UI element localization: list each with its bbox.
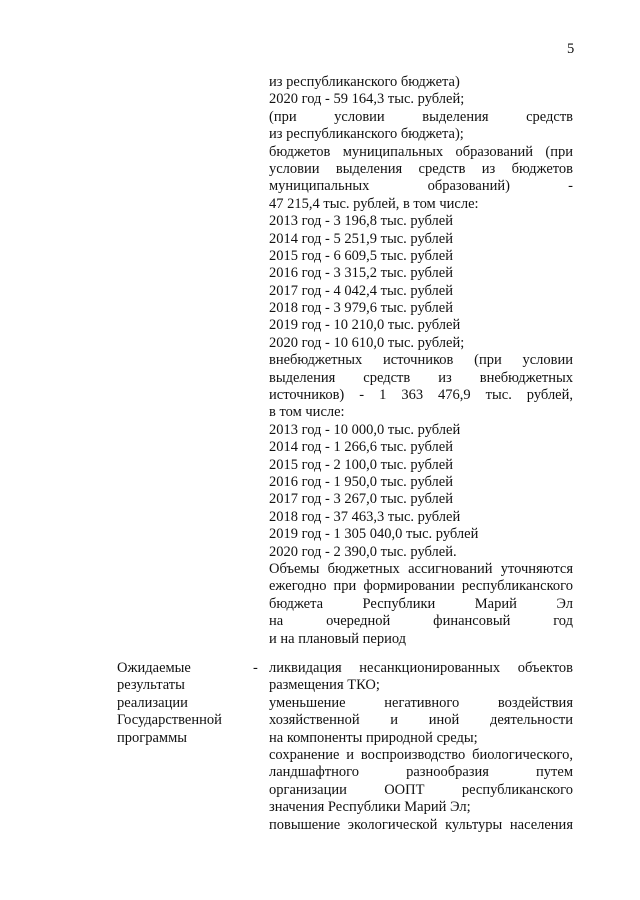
financing-text-block <box>269 74 573 648</box>
financing-line: 2018 год - 37 463,3 тыс. рублей <box>269 508 461 525</box>
financing-line: 2013 год - 3 196,8 тыс. рублей <box>269 213 453 230</box>
section-label-line: реализации <box>117 694 188 711</box>
financing-line: ежегодно при формировании республиканского <box>269 578 573 595</box>
financing-line: внебюджетных источников (при условии <box>269 352 573 369</box>
financing-line: бюджетов муниципальных образований (при <box>269 143 573 160</box>
financing-line: 2015 год - 6 609,5 тыс. рублей <box>269 247 453 264</box>
result-line: повышение экологической культуры населения <box>269 816 573 833</box>
financing-line: бюджета Республики Марий Эл <box>269 595 573 612</box>
result-line: значения Республики Марий Эл; <box>269 799 471 816</box>
financing-line: из республиканского бюджета) <box>269 74 460 90</box>
financing-line: и на плановый период <box>269 630 407 647</box>
financing-line: 2020 год - 59 164,3 тыс. рублей; <box>269 91 465 108</box>
result-line: на компоненты природной среды; <box>269 729 478 746</box>
section-label-line: Государственной <box>117 712 222 729</box>
financing-line: 2016 год - 3 315,2 тыс. рублей <box>269 265 453 282</box>
section-label-line: результаты <box>117 677 185 694</box>
financing-line: 2020 год - 2 390,0 тыс. рублей. <box>269 543 457 560</box>
financing-line: источников) - 1 363 476,9 тыс. рублей, <box>269 387 573 404</box>
result-line: организации ООПТ республиканского <box>269 781 573 798</box>
page-number: 5 <box>567 41 575 57</box>
financing-line: 2019 год - 10 210,0 тыс. рублей <box>269 317 461 334</box>
result-line: размещения ТКО; <box>269 677 380 694</box>
financing-line: 2017 год - 3 267,0 тыс. рублей <box>269 491 453 508</box>
financing-line: 2016 год - 1 950,0 тыс. рублей <box>269 473 453 490</box>
financing-line: 2020 год - 10 610,0 тыс. рублей; <box>269 334 465 351</box>
financing-line: 47 215,4 тыс. рублей, в том числе: <box>269 195 479 212</box>
financing-line: условии выделения средств из бюджетов <box>269 160 573 177</box>
financing-line: 2014 год - 1 266,6 тыс. рублей <box>269 439 453 456</box>
financing-line: 2014 год - 5 251,9 тыс. рублей <box>269 230 453 247</box>
financing-line: 2013 год - 10 000,0 тыс. рублей <box>269 421 461 438</box>
result-line: уменьшение негативного воздействия <box>269 694 573 711</box>
financing-line: из республиканского бюджета); <box>269 126 464 143</box>
financing-line: 2017 год - 4 042,4 тыс. рублей <box>269 282 453 299</box>
financing-line: 2018 год - 3 979,6 тыс. рублей <box>269 300 453 317</box>
result-line: хозяйственной и иной деятельности <box>269 712 573 729</box>
financing-line: выделения средств из внебюджетных <box>269 369 573 386</box>
section-label-expected-results <box>117 660 247 747</box>
label-dash: - <box>253 660 258 676</box>
financing-line: (при условии выделения средств <box>269 108 573 125</box>
result-line: ликвидация несанкционированных объектов <box>269 660 573 676</box>
financing-line: Объемы бюджетных ассигнований уточняются <box>269 560 573 577</box>
financing-line: 2019 год - 1 305 040,0 тыс. рублей <box>269 526 479 543</box>
financing-line: муниципальных образований) - <box>269 178 573 195</box>
expected-results-text-block <box>269 660 573 834</box>
result-line: ландшафтного разнообразия путем <box>269 764 573 781</box>
section-label-line: Ожидаемые <box>117 660 191 676</box>
financing-line: на очередной финансовый год <box>269 613 573 630</box>
financing-line: 2015 год - 2 100,0 тыс. рублей <box>269 456 453 473</box>
section-label-line: программы <box>117 729 187 746</box>
financing-line: в том числе: <box>269 404 345 421</box>
result-line: сохранение и воспроизводство биологического, <box>269 746 573 763</box>
